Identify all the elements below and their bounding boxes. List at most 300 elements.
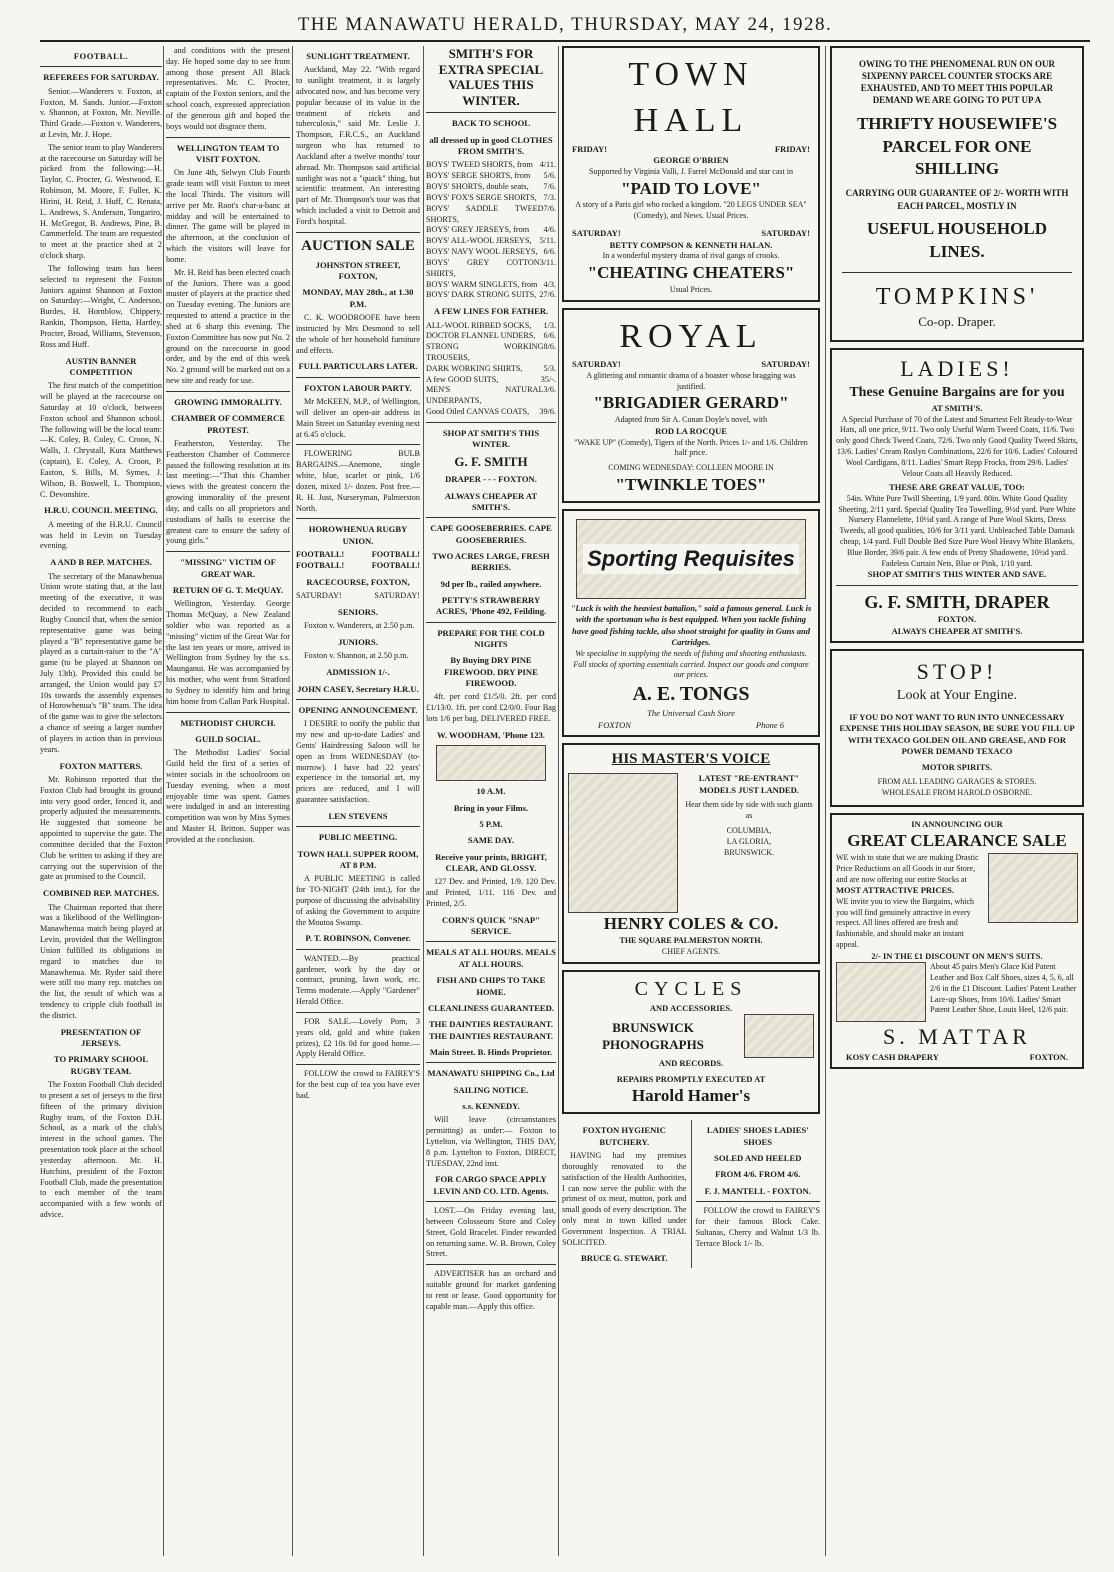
- combined-heading: COMBINED REP. MATCHES.: [42, 888, 160, 899]
- gerard-title: "BRIGADIER GERARD": [593, 393, 789, 413]
- clearance-body: [836, 853, 1078, 951]
- clear-text: WE wish to state that we are making Drastic Price Reductions on all Goods in our Store, and are now offering our entire Stocks at: [836, 852, 979, 884]
- divider: [842, 272, 1072, 273]
- carrying-text: CARRYING OUR GUARANTEE OF 2/- WORTH WITH EACH PARCEL, MOSTLY IN: [845, 188, 1069, 211]
- divider: [296, 444, 420, 445]
- item-price: 3/6.: [543, 385, 556, 395]
- auction-date: MONDAY, MAY 28th., at 1.30 P.M.: [302, 287, 414, 309]
- mattar-ad: [830, 813, 1084, 1070]
- item-name: BOYS' SHORTS, double seats,: [426, 182, 529, 192]
- corn-prices: 127 Dev. and Printed, 1/9. 120 Dev. and Printed, 1/11. 116 Dev. and Printed, 2/5.: [426, 877, 556, 908]
- hmv-text: Hear them side by side with such giants as: [685, 800, 813, 821]
- sporting-note: We specialise in supplying the needs of fishing and shooting enthusiasts. Full stocks of sporting essentials carried. Inspect our goods and compare our prices.: [573, 648, 809, 680]
- tongs-sub: The Universal Cash Store: [647, 708, 735, 719]
- hmv-body: [568, 773, 814, 913]
- meals-heading: MEALS AT ALL HOURS. MEALS AT ALL HOURS.: [426, 947, 556, 969]
- twinkle-title: "TWINKLE TOES": [615, 475, 767, 495]
- item-price: 5/6.: [543, 171, 556, 181]
- obrien-name: GEORGE O'BRIEN: [653, 155, 729, 166]
- hamer-body: [568, 1014, 814, 1058]
- tongs-phone: Phone 6: [755, 719, 784, 730]
- football-right: FOOTBALL!: [371, 550, 420, 560]
- item-price: 3/11.: [539, 257, 556, 267]
- divider: [426, 112, 556, 113]
- useful-title: USEFUL HOUSEHOLD LINES.: [867, 218, 1047, 261]
- football-left: FOOTBALL!: [296, 550, 345, 560]
- friday-right: FRIDAY!: [774, 143, 810, 154]
- hamer-ad: [562, 970, 820, 1114]
- divider: [426, 1201, 556, 1202]
- school-heading: BACK TO SCHOOL: [451, 118, 530, 129]
- lost-text: LOST.—On Friday evening last, between Colosseum Store and Coley Street, Gold Bracelet. Finder rewarded on returning same. W. B. Brown, Coley Street.: [426, 1206, 556, 1259]
- divider: [166, 137, 290, 138]
- town-hall-title: TOWN HALL: [628, 56, 754, 139]
- item-price: 5/3.: [543, 363, 556, 373]
- saturday-left: SATURDAY!: [296, 591, 342, 601]
- column-5: [562, 46, 820, 1556]
- item-price: 27/6.: [539, 290, 556, 300]
- saturday-right: SATURDAY!: [761, 359, 810, 370]
- cold-prices: 4ft. per cord £1/5/0. 2ft. per cord £1/13/0. 1ft. per cord £2/0/0. Four Bag lots 1/6 per bag. DELIVERED FREE.: [426, 692, 556, 724]
- saturday-row: [296, 591, 420, 602]
- stop-text: IF YOU DO NOT WANT TO RUN INTO UNNECESSARY EXPENSE THIS HOLIDAY SEASON, BE SURE YOU FILL UP WITH TEXACO GOLDEN OIL AND GREASE, AND FOR POWER DEMAND TEXACO: [839, 711, 1075, 757]
- column-rule: [558, 46, 559, 1556]
- brunswick-title: BRUNSWICK PHONOGRAPHS: [602, 1019, 704, 1053]
- price-list-item: [426, 236, 556, 247]
- betty-sub: In a wonderful mystery drama of rival gangs of crooks.: [602, 250, 780, 260]
- wellington-text: On June 4th, Selwyn Club Fourth grade team will visit Foxton to meet the local Thirds. The visitors will arrive per Mr. Root's char-a-banc at midday and will be entertained to dinner. The game will be played in the afternoon, at the conclusion of which the visitors will leave for home.: [166, 168, 290, 264]
- gooseberry-text: TWO ACRES LARGE, FRESH BERRIES.: [432, 550, 550, 573]
- sunlight-heading: SUNLIGHT TREATMENT.: [306, 51, 410, 61]
- hmv-model-2: LA GLORIA,: [726, 836, 772, 846]
- price-list-item: [426, 321, 556, 332]
- ladies-title: LADIES!: [900, 356, 1014, 382]
- coles-sub: THE SQUARE PALMERSTON NORTH.: [619, 936, 763, 946]
- kosy-foxton: FOXTON.: [1029, 1051, 1068, 1062]
- cheating-title: "CHEATING CHEATERS": [587, 262, 795, 282]
- missing-subheading: RETURN OF G. T. McQUAY.: [172, 584, 284, 595]
- cold-heading: PREPARE FOR THE COLD NIGHTS: [437, 627, 545, 650]
- divider: [426, 941, 556, 942]
- jerseys-text: The Foxton Football Club decided to present a set of jerseys to the first fifteen of the primary division Rugby team, of the Foxton D.H. School, as a mark of the club's interest in the school games. The presentation took place at the school yesterday afternoon. Mr. H. Hutchins, president of the Foxton Football Club, made the presentation to each member of the team accompanied with a few words of advice.: [40, 1080, 162, 1219]
- divider: [296, 377, 420, 378]
- article-continued: and conditions with the present day. He hoped some day to see from among those present All Black representatives. Mr. C. Procter, captain of the Foxton seniors, and the school coach, expressed appreciation of the generous gift and hoped the boys would not disgrace them.: [166, 46, 290, 131]
- gooseberry-heading: CAPE GOOSEBERRIES. CAPE GOOSEBERRIES.: [430, 523, 552, 545]
- divider: [426, 622, 556, 623]
- cycles-sub: AND ACCESSORIES.: [649, 1002, 733, 1013]
- shipping-ship: s.s. KENNEDY.: [462, 1100, 520, 1111]
- tompkins-name: TOMPKINS': [875, 283, 1039, 310]
- column-2: [166, 46, 290, 1556]
- records-label: AND RECORDS.: [658, 1058, 724, 1069]
- seniors-label: SENIORS.: [338, 606, 378, 617]
- divider: [296, 699, 420, 700]
- column-rule: [825, 46, 826, 1556]
- matters-heading: FOXTON MATTERS.: [59, 760, 143, 771]
- auction-location: JOHNSTON STREET, FOXTON,: [315, 259, 401, 282]
- dainties-heading: THE DAINTIES RESTAURANT. THE DAINTIES RESTAURANT.: [428, 1019, 554, 1041]
- gooseberry-price: 9d per lb., railed anywhere.: [440, 578, 542, 589]
- meeting-sign: P. T. ROBINSON, Convener.: [305, 933, 411, 944]
- shoes-body: [836, 962, 1078, 1022]
- saturday-left: SATURDAY!: [572, 359, 621, 370]
- usual-prices: Usual Prices.: [669, 284, 713, 294]
- methodist-heading: METHODIST CHURCH.: [180, 717, 276, 728]
- price-list-item: [426, 280, 556, 291]
- football-right: FOOTBALL!: [371, 560, 420, 570]
- hmv-title: HIS MASTER'S VOICE: [611, 751, 771, 768]
- item-name: ALL-WOOL RIBBED SOCKS,: [426, 320, 532, 330]
- wellington-heading: WELLINGTON TEAM TO VISIT FOXTON.: [176, 142, 280, 164]
- obrien-sub: Supported by Virginia Valli, J. Farrel McDonald and star cast in: [589, 166, 793, 176]
- tongs-name: A. E. TONGS: [632, 683, 750, 706]
- price-list-item: [426, 258, 556, 280]
- clearance-title: GREAT CLEARANCE SALE: [847, 831, 1067, 851]
- item-name: DOCTOR FLANNEL UNDERS,: [426, 331, 536, 341]
- masthead: THE MANAWATU HERALD, THURSDAY, MAY 24, 1928.: [40, 14, 1090, 42]
- sporting-illustration: [576, 519, 806, 599]
- butchery-sign: BRUCE G. STEWART.: [581, 1253, 668, 1264]
- cycles-title: CYCLES: [634, 977, 748, 1000]
- item-price: 6/6.: [543, 331, 556, 341]
- shoes-ad: [696, 1120, 821, 1267]
- corn-time-2: 5 P.M.: [479, 818, 503, 829]
- tongs-ad: [562, 509, 820, 737]
- coles-agents: CHIEF AGENTS.: [661, 947, 721, 957]
- price-list-item: [426, 225, 556, 236]
- juniors-text: The following team has been selected to represent the Foxton Juniors against Shannon at Foxton on Saturday:—Wright, C. Anderson, Burdes, H. Hornblow, Chippery, Rankin, Thompson, Hetta, Hartley, Procter, Broad, Williams, Stevenson, Ross and Huff.: [40, 263, 162, 349]
- opening-sign: LEN STEVENS: [328, 810, 388, 821]
- divider: [166, 551, 290, 552]
- divider: [426, 1062, 556, 1063]
- camera-film-illustration: [436, 745, 546, 781]
- meeting-text: A PUBLIC MEETING is called for TO-NIGHT (24th inst.), for the purpose of discussing the advisability of asking the Government to acquire the Moutoa Swamp.: [296, 874, 420, 927]
- gf-smith-name: G. F. SMITH: [454, 453, 528, 469]
- item-name: BOYS' ALL-WOOL JERSEYS,: [426, 236, 532, 246]
- gf-foxton: FOXTON.: [937, 614, 977, 625]
- price-list-item: [426, 331, 556, 342]
- value-text: 54in. White Pure Twill Sheeting, 1/9 yard. 80in. White Good Quality Sheeting, 2/11 yard. Special Quality Tea Towelling, 9½d yard. Pure White Nursery Flannelette, 10½d yard. A range of Pure Wool Skirts, Dress Tweeds, all good qualities, 10/6 for 3/11 yard. Unbleached Table Damask cheap, 1/4 yard. Full Double Bed Size Pure Wool Heavy White Blankets, Blue Border, 39/6 pair. A few ends of Pretty Shadowette, 10½d yard. Fadeless Curtain Nets, Blue or Pink, 1/10 yard.: [838, 493, 1076, 568]
- column-3: [296, 46, 420, 1556]
- gooseberry-footer: PETTY'S STRAWBERRY ACRES, 'Phone 492, Feilding.: [435, 595, 547, 617]
- opening-heading: OPENING ANNOUNCEMENT.: [298, 704, 418, 715]
- hmv-latest: LATEST "RE-ENTRANT" MODELS JUST LANDED.: [698, 773, 800, 795]
- shipping-text: Will leave (circumstances permitting) as under:— Foxton to Lyttelton, via Wellington, THIS DAY, 8 p.m. Lyttelton to Foxton, DIRECT, TUESDAY, 22nd inst.: [426, 1115, 556, 1168]
- opening-text: I DESIRE to notify the public that my new and up-to-date Ladies' and Gents' Hairdressing Saloon will be open as from WEDNESDAY (to-morrow). I have had 22 years' experience in the tonsorial art, my prices are reduced, and I will guarantee satisfaction.: [296, 719, 420, 805]
- price-list-item: [426, 407, 556, 418]
- divider: [426, 517, 556, 518]
- item-price: 1/3.: [543, 320, 556, 330]
- smiths-title: SMITH'S FOR EXTRA SPECIAL VALUES THIS WINTER.: [438, 46, 544, 108]
- shoes-text: About 45 pairs Men's Glace Kid Patent Leather and Box Calf Shoes, sizes 4, 5, 6, all 2/6 in the £1 Discount. Ladies' Patent Leather Lace-up Shoes, from 10/6. Ladies' Smart Patent Leather Shoe, Louis Heel, 12/6 pair.: [930, 962, 1077, 1015]
- mattar-name: S. MATTAR: [883, 1024, 1031, 1050]
- price-list-item: [426, 247, 556, 258]
- item-name: BOYS' FOX'S SERGE SHORTS,: [426, 192, 537, 202]
- divider: [836, 585, 1078, 586]
- dainties-sign: Main Street. B. Hinds Proprietor.: [429, 1046, 553, 1057]
- meals-clean: CLEANLINESS GUARANTEED.: [427, 1002, 555, 1013]
- price-list-item: [426, 193, 556, 204]
- price-list-item: [426, 375, 556, 386]
- shipping-footer: FOR CARGO SPACE APPLY LEVIN AND CO. LTD. Agents.: [433, 1174, 549, 1196]
- shop-smiths: SHOP AT SMITH'S THIS WINTER AND SAVE.: [867, 569, 1047, 580]
- immorality-heading: GROWING IMMORALITY.: [174, 396, 282, 407]
- item-name: BOYS' DARK STRONG SUITS,: [426, 290, 537, 300]
- item-price: 39/6.: [539, 407, 556, 417]
- phonograph-illustration: [744, 1014, 814, 1058]
- missing-heading: "MISSING" VICTIM OF GREAT WAR.: [180, 557, 276, 579]
- item-price: 5/11.: [539, 236, 556, 246]
- betty-names: BETTY COMPSON & KENNETH HALAN.: [609, 239, 773, 250]
- price-list-item: [426, 342, 556, 364]
- methodist-subheading: GUILD SOCIAL.: [195, 733, 261, 744]
- auction-text: C. K. WOODROOFE have been instructed by Mrs Desmond to sell the whole of her household furniture and effects.: [296, 313, 420, 355]
- item-price: 8/6.: [543, 342, 556, 352]
- item-price: 7/3.: [543, 192, 556, 202]
- school-subheading: all dressed up in good CLOTHES FROM SMITH'S.: [429, 134, 553, 157]
- divider: [40, 66, 162, 67]
- jerseys-subheading: TO PRIMARY SCHOOL RUGBY TEAM.: [53, 1054, 149, 1076]
- cold-text: By Buying DRY PINE FIREWOOD. DRY PINE FIREWOOD.: [444, 655, 538, 689]
- immorality-subheading: CHAMBER OF COMMERCE PROTEST.: [171, 413, 285, 435]
- football-heading: FOOTBALL.: [73, 51, 129, 61]
- senior-team-text: The senior team to play Wanderers at the racecourse on Saturday will be picked from the following:—H. Taylor, C. Procter, G. Westwood, E. Robinson, M. Moore, F. Fuller, K. Hirini, H. Reid, J. Huff, C. Renata, L. Andrews, S. Anderson, Tongariro, H. McGregor, B. Andrews, Pine, B. Cammerfeld. The team are requested to meet at the practice shed at 2 o'clock sharp.: [40, 142, 162, 261]
- price-list-item: [426, 160, 556, 171]
- item-price: 4/6.: [543, 225, 556, 235]
- divider: [426, 1264, 556, 1265]
- austin-heading: AUSTIN BANNER COMPETITION: [65, 355, 137, 377]
- clearance-left: [836, 853, 984, 951]
- divider: [426, 422, 556, 423]
- look-title: Look at Your Engine.: [896, 687, 1018, 703]
- item-name: Good Oiled CANVAS COATS,: [426, 407, 530, 417]
- meals-text: FISH AND CHIPS TO TAKE HOME.: [436, 975, 546, 997]
- wanted-text: WANTED.—By practical gardener, work by the day or contract, pruning, lawn work, etc. Terms moderate.—Apply "Gardener" Herald Office.: [296, 953, 420, 1007]
- thrifty-title: THRIFTY HOUSEWIFE'S PARCEL FOR ONE SHILLING: [856, 113, 1058, 179]
- shipping-subheading: SAILING NOTICE.: [453, 1084, 529, 1095]
- divider: [166, 391, 290, 392]
- hmv-info: [684, 773, 814, 913]
- item-name: A few GOOD SUITS,: [426, 374, 499, 384]
- methodist-text: The Methodist Ladies' Social Guild held the first of a series of winter socials in the schoolroom on Tuesday evening, when a most enjoyable time was spent. Games were indulged in and an interesting competition was won by Miss Symes and Master H. Britton. Supper was provided at the conclusion.: [166, 748, 290, 844]
- sporting-quote: "Luck is with the heaviest battalion," said a famous general. Luck is with the sportsman who is best equipped. When you tackle fishing have good fishing tackle, also shoot straight for quality in Guns and Cartridges.: [570, 603, 812, 648]
- item-price: 4/3.: [543, 279, 556, 289]
- corn-same-day: SAME DAY.: [467, 835, 515, 846]
- item-name: BOYS' SADDLE TWEED SHORTS,: [426, 203, 544, 224]
- missing-text: Wellington, Yesterday. George Thomas McQuay, a New Zealand soldier who was reported as a "missing" victim of the Great War for the last ten years or more, arrived in Wellington from Sydney by the s.s. Maunganui. He was accompanied by his mother, who went from Stratford to Sydney to identify him and bring him home from Callan Park Hospital.: [166, 599, 290, 706]
- gf-always: ALWAYS CHEAPER AT SMITH'S.: [891, 625, 1023, 636]
- item-name: MEN'S NATURAL UNDERPANTS,: [426, 385, 544, 406]
- coles-name: HENRY COLES & CO.: [603, 914, 779, 934]
- butchery-ad: [562, 1120, 692, 1267]
- divider: [296, 232, 420, 233]
- auction-footer: FULL PARTICULARS LATER.: [298, 361, 418, 372]
- gf-smith-sub: DRAPER - - - FOXTON.: [445, 474, 537, 485]
- divider: [166, 712, 290, 713]
- royal-title: ROYAL: [619, 317, 763, 355]
- column-rule: [163, 46, 164, 1556]
- item-price: 6/6.: [543, 247, 556, 257]
- bargains-title: These Genuine Bargains are for you: [849, 385, 1065, 401]
- sporting-title: Sporting Requisites: [583, 544, 799, 574]
- gerard-extra: "WAKE UP" (Comedy), Tigers of the North. Prices 1/- and 1/6. Children half price.: [574, 437, 808, 458]
- friday-left: FRIDAY!: [572, 143, 608, 154]
- tompkins-sub: Co-op. Draper.: [918, 313, 996, 329]
- labour-heading: FOXTON LABOUR PARTY.: [304, 382, 412, 393]
- secretary: JOHN CASEY, Secretary H.R.U.: [297, 683, 419, 694]
- austin-text: The first match of the competition will be played at the racecourse on Saturday at 10 o'clock, between Foxton school and Shannon school. The following will be the local team:—K. Coley, B. Coley, C. Croon, N. Walls, J. Chrystall, Kura Matthews (captain), E. Coley, A. Croon, P. Easton, S. Bills, M. Symes, J. Wilson, B. Boswell, L. Thompson, C. Devonshire.: [40, 381, 162, 499]
- wholesale: WHOLESALE FROM HAROLD OSBORNE.: [881, 787, 1033, 797]
- gerard-sub: Adapted from Sir A. Conan Doyle's novel, with: [614, 415, 768, 425]
- shop-heading: SHOP AT SMITH'S THIS WINTER.: [442, 427, 540, 450]
- invite-text: WE invite you to view the Bargains, which you will find genuinely attractive in every respect. All lines offered are fresh and fashionable, and should make an instant appeal.: [836, 896, 975, 950]
- butchery-text: HAVING had my premises thoroughly renovated to the satisfaction of the Health Authorities, I can now serve the public with the primest of ox meat, mutton, pork and small goods of every description. The only meat in town killed under Government Inspection. A TRIAL SOLICITED.: [562, 1151, 687, 1247]
- hru-heading: H.R.U. COUNCIL MEETING.: [44, 505, 158, 516]
- item-name: STRONG WORKING TROUSERS,: [426, 342, 544, 362]
- combined-text: The Chairman reported that there was a likelihood of the Wellington-Manawhenua match being played at Levin, provided that the Wellington Union fulfilled its obligations in regard to matches due to Manawhenua. Mr. Ryder said there were still too many rep. matches on the list, the result of which was a tendency to cripple club football in the district.: [40, 902, 162, 1020]
- racecourse-label: RACECOURSE, FOXTON,: [306, 576, 410, 587]
- cold-sign: W. WOODHAM, 'Phone 123.: [437, 729, 545, 740]
- butchery-heading: FOXTON HYGIENIC BUTCHERY.: [582, 1125, 666, 1147]
- divider: [296, 949, 420, 950]
- fairey-tea-text: FOLLOW the crowd to FAIREY'S for the best cup of tea you have ever had.: [296, 1069, 420, 1100]
- shoes-from: FROM 4/6. FROM 4/6.: [715, 1169, 801, 1180]
- saturday-right: SATURDAY!: [374, 591, 420, 601]
- divider: [296, 826, 420, 827]
- tongs-contact: [568, 720, 814, 731]
- tongs-location: FOXTON: [598, 719, 631, 730]
- column-rule: [292, 46, 293, 1556]
- shoes-heading: LADIES' SHOES LADIES' SHOES: [706, 1125, 809, 1147]
- hamer-name: Harold Hamer's: [631, 1086, 751, 1106]
- immorality-text: Featherston, Yesterday. The Featherston Chamber of Commerce passed the following resolution at its last meeting:—"That this Chamber views with the greatest concern the growing immorality of the present day, and calls on all proprietors and custodians of halls to exercise the greatest care to ensure the safety of young girls.": [166, 438, 290, 546]
- item-name: DARK WORKING SHIRTS,: [426, 363, 523, 373]
- boys-price-list: [426, 160, 556, 301]
- football-row: [296, 550, 420, 561]
- sunlight-text: Auckland, May 22. "With regard to sunlight treatment, it is largely advocated now, and has become very popular because of its value in the treatment of rickets and tuberculosis," said Mr. Leslie J. Thompson, F.R.C.S., an Auckland surgeon who has returned to Auckland after a twelve months' tour abroad. Mr. Thompson said artificial sunlight was not a "quack" thing, but scientific treatment. An interesting part of Mr. Thompson's tour was that which included a visit to Detroit and Ford's hospital.: [296, 65, 420, 226]
- labour-text: Mr McKEEN, M.P., of Wellington, will deliver an open-air address in Main Street on Saturday evening next at 6.45 o'clock.: [296, 397, 420, 439]
- corn-prints: Receive your prints, BRIGHT, CLEAR, AND GLOSSY.: [435, 851, 547, 873]
- item-price: 7/6.: [543, 182, 556, 192]
- item-price: 35/-.: [540, 374, 556, 384]
- advertiser-text: ADVERTISER has an orchard and suitable ground for market gardening to rent or lease. Good opportunity for capable man.—Apply this office.: [426, 1269, 556, 1311]
- hmv-model-1: COLUMBIA,: [726, 825, 772, 835]
- reid-text: Mr. H. Reid has been elected coach of the Juniors. There was a good muster of players at the practice shed on Tuesday evening. The Juniors are requested to attend a practice in the shed at 6 sharp this evening. The Foxton Committee has now put No. 2 ground on the racecourse in good order, and by the end of this week No. 2 ground will be marked out on a new site and ready for use.: [166, 267, 290, 386]
- column-4: [426, 46, 556, 1556]
- item-name: BOYS' WARM SINGLETS, from: [426, 279, 538, 289]
- shoes-sub: SOLED AND HEELED: [714, 1153, 802, 1164]
- price-list-item: [426, 171, 556, 182]
- admission: ADMISSION 1/-.: [326, 667, 390, 678]
- friday-row: [572, 144, 810, 155]
- corn-time: 10 A.M.: [476, 786, 506, 797]
- hru-text: A meeting of the H.R.U. Council was held in Levin on Tuesday evening.: [40, 519, 162, 551]
- hmv-model-3: BRUNSWICK.: [723, 847, 774, 857]
- kosy-name: KOSY CASH DRAPERY: [846, 1051, 939, 1062]
- column-rule: [423, 46, 424, 1556]
- shoe-illustration: [988, 853, 1078, 923]
- motor-spirits: MOTOR SPIRITS.: [921, 761, 993, 772]
- announcing: IN ANNOUNCING OUR: [911, 818, 1003, 829]
- corn-text: Bring in your Films.: [453, 802, 529, 813]
- hmv-ad: [562, 743, 820, 964]
- price-list-item: [426, 364, 556, 375]
- town-hall-ad: [562, 46, 820, 302]
- divider: [296, 1064, 420, 1065]
- mens-shoe-illustration: [836, 962, 926, 1022]
- meeting-heading: PUBLIC MEETING.: [318, 832, 398, 843]
- divider: [696, 1201, 821, 1202]
- matters-text: Mr. Robinson reported that the Foxton Club had brought its ground into very good order, fenced it, and properly adjusted the measurements. He suggested that someone be appointed to supervise the gate. The committee decided that the Foxton Club be written to asking if they are carrying out the supervision of the gate as promised to the Council.: [40, 774, 162, 882]
- juniors-match: Foxton v. Shannon, at 2.50 p.m.: [304, 651, 409, 661]
- saturday-left: SATURDAY!: [572, 228, 621, 239]
- garages: FROM ALL LEADING GARAGES & STORES.: [877, 776, 1037, 786]
- these-are-heading: THESE ARE GREAT VALUE, TOO:: [889, 482, 1025, 493]
- jerseys-heading: PRESENTATION OF JERSEYS.: [60, 1026, 142, 1049]
- column-6: [830, 46, 1084, 1556]
- stop-title: STOP!: [916, 659, 998, 685]
- corn-footer: CORN'S QUICK "SNAP" SERVICE.: [442, 914, 540, 937]
- shipping-heading: MANAWATU SHIPPING Co., Ltd: [427, 1068, 555, 1079]
- discount-text: 2/- IN THE £1 DISCOUNT ON MEN'S SUITS.: [871, 950, 1043, 961]
- referees-text: Senior.—Wanderers v. Foxton, at Foxton, M. Sands. Junior.—Foxton v. Shannon, at Foxton, Mr. Neville. Third Grade.—Foxton v. Wanderers, at Levin, Mr. J. Hope.: [40, 86, 162, 139]
- for-sale-text: FOR SALE.—Lovely Pom, 3 years old, gold and white (taken prizes), £2 10s 0d for good home.—Apply Herald Office.: [296, 1016, 420, 1059]
- price-list-item: [426, 182, 556, 193]
- item-name: BOYS' TWEED SHORTS, from: [426, 160, 533, 170]
- bulb-text: FLOWERING BULB BARGAINS.—Anemone, single white, blue, scarlet or pink, 1/6 dozen, mixed 1/- dozen. Post free.—R. H. Just, Nurseryman, Palmerston North.: [296, 449, 420, 513]
- mantell-name: F. J. MANTELL - FOXTON.: [704, 1185, 811, 1196]
- gerard-star: ROD LA ROCQUE: [655, 426, 727, 437]
- saturday-row: [572, 359, 810, 370]
- seniors-text: Foxton v. Wanderers, at 2.50 p.m.: [304, 621, 415, 631]
- at-smiths: AT SMITH'S.: [931, 403, 983, 414]
- column-1: [40, 46, 162, 1556]
- football-row: [296, 561, 420, 572]
- auction-heading: AUCTION SALE: [301, 237, 415, 254]
- repairs-label: REPAIRS PROMPTLY EXECUTED AT: [616, 1073, 766, 1084]
- ladies-text: A Special Purchase of 70 of the Latest and Smartest Felt Ready-to-Wear Hats, all one price, 9/11. Two only Useful Warm Tweed Coats, 11/6. Two only good Check Tweed Coats, 72/6. Two only Good Quality Tweed Skirts, 13/6. Ladies' Cream Roslyn Combinations, 22/6 for 10/6. Ladies' Coloured Wool Cardigans, 8/11. Ladies' Smart Repp Frocks, from 29/6. Ladies' Velour Coats all Heavily Reduced.: [836, 414, 1078, 478]
- paid-text: A story of a Paris girl who rocked a kingdom. "20 LEGS UNDER SEA" (Comedy), and News. Usual Prices.: [575, 200, 807, 221]
- rep-heading: A AND B REP. MATCHES.: [50, 557, 152, 568]
- item-name: BOYS' GREY COTTON SHIRTS,: [426, 257, 540, 278]
- item-name: BOYS' SERGE SHORTS, from: [426, 171, 531, 181]
- texaco-ad: [830, 649, 1084, 807]
- royal-text: A glittering and romantic drama of a boaster whose bragging was justified.: [586, 370, 796, 391]
- bottom-ads: [562, 1120, 820, 1267]
- gramophone-illustration: [568, 773, 678, 913]
- football-left: FOOTBALL!: [296, 560, 345, 570]
- divider: [296, 1012, 420, 1013]
- ladies-ad: [830, 348, 1084, 643]
- gf-draper: G. F. SMITH, DRAPER: [864, 591, 1050, 612]
- item-price: 7/6.: [543, 203, 556, 213]
- attractive-prices: MOST ATTRACTIVE PRICES.: [836, 885, 955, 896]
- item-price: 4/11.: [539, 160, 556, 170]
- item-name: BOYS' GREY JERSEYS, from: [426, 225, 530, 235]
- price-list-item: [426, 204, 556, 226]
- price-list-item: [426, 290, 556, 301]
- meeting-sub: TOWN HALL SUPPER ROOM, AT 8 P.M.: [297, 848, 419, 870]
- father-heading: A FEW LINES FOR FATHER.: [433, 306, 549, 317]
- owing-text: OWING TO THE PHENOMENAL RUN ON OUR SIXPENNY PARCEL COUNTER STOCKS ARE EXHAUSTED, AND TO MEET THIS POPULAR DEMAND WE ARE GOING TO PUT UP A: [858, 59, 1056, 106]
- coming-wednesday: COMING WEDNESDAY: COLLEEN MOORE IN: [608, 463, 774, 473]
- rep-text: The secretary of the Manawhenua Union wrote stating that, at the last meeting of the executive, it was decided to recommend to each Rugby Council that, when the senior representative game was being played a "B" representative game be played as a curtain-raiser to the "A" game (to be played at Shannon on July 13th). Provided this could be arranged, the Union would pay £7 10s towards the assembly expenses of Horowhenua's "B" team. The idea of the game was to give the selectors a chance of seeing a larger number of players in action than in previous years.: [40, 571, 162, 754]
- father-price-list: [426, 321, 556, 418]
- item-name: BOYS' NAVY WOOL JERSEYS,: [426, 247, 538, 257]
- tompkins-ad: [830, 46, 1084, 342]
- kosy-row: [836, 1052, 1078, 1063]
- juniors-label: JUNIORS.: [338, 637, 378, 648]
